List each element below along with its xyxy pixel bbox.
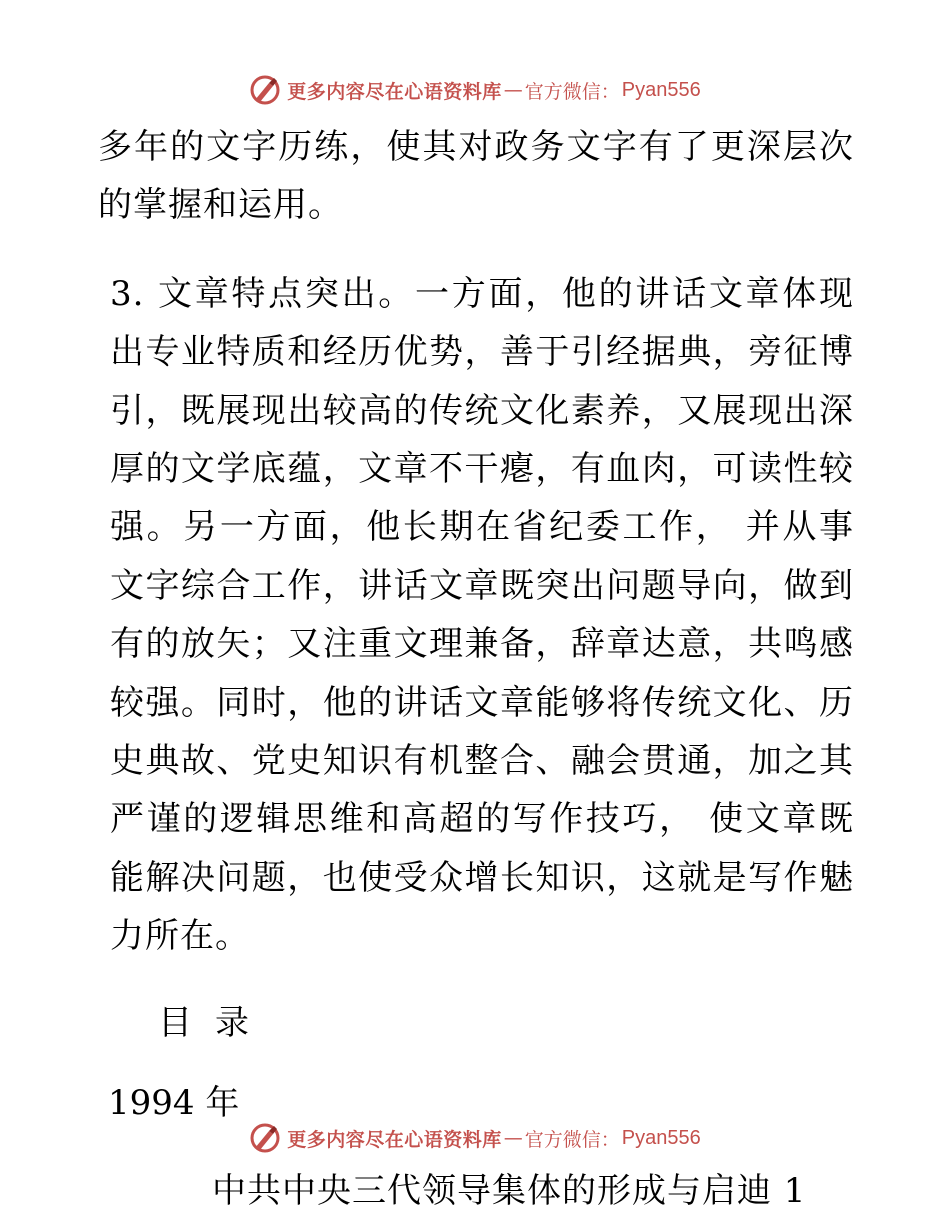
- footer-watermark-banner: [0, 1120, 950, 1156]
- banner-wechat-id: Pyan556: [621, 78, 701, 101]
- toc-heading-left: 目: [158, 1002, 193, 1043]
- toc-year: 1994 年: [108, 1082, 240, 1123]
- paragraph-intro-continuation: 多年的文字历练，使其对政务文字有了更深层次的掌握和运用。: [98, 127, 854, 226]
- pen-logo-icon: [249, 74, 281, 106]
- banner-dash: —: [503, 1127, 523, 1149]
- toc-heading-right: 录: [215, 1002, 250, 1043]
- banner-text: 更多内容尽在心语资料库: [287, 80, 502, 103]
- paragraph-point-3: 3. 文章特点突出。一方面，他的讲话文章体现出专业特质和经历优势，善于引经据典，旁征博引，既展现出较高的传统文化素养，又展现出深厚的文学底蕴，文章不干瘪，有血肉，可读性较强。另一方面，他长期在省纪委工作， 并从事文字综合工作，讲话文章既突出问题导向，做到有的放矢；又注重文理兼备，辞章达意，共鸣感较强。同时，他的讲话文章能够将传统文化、历史典故、党史知识有机整合、融会贯通，加之其严谨的逻辑思维和高超的写作技巧， 使文章既能解决问题，也使受众增长知识，这就是写作魅力所在。: [110, 273, 854, 957]
- header-watermark-banner: [0, 72, 950, 108]
- banner-text: 更多内容尽在心语资料库: [287, 1128, 502, 1151]
- banner-wechat-label: 官方微信：: [524, 80, 620, 103]
- banner-wechat-id: Pyan556: [621, 1126, 701, 1149]
- pen-logo-icon: [249, 1122, 281, 1154]
- banner-wechat-label: 官方微信：: [524, 1128, 620, 1151]
- toc-entry: 中共中央三代领导集体的形成与启迪 1: [212, 1170, 807, 1211]
- banner-dash: —: [503, 79, 523, 101]
- toc-heading: [158, 994, 854, 1052]
- document-body: [98, 118, 854, 1220]
